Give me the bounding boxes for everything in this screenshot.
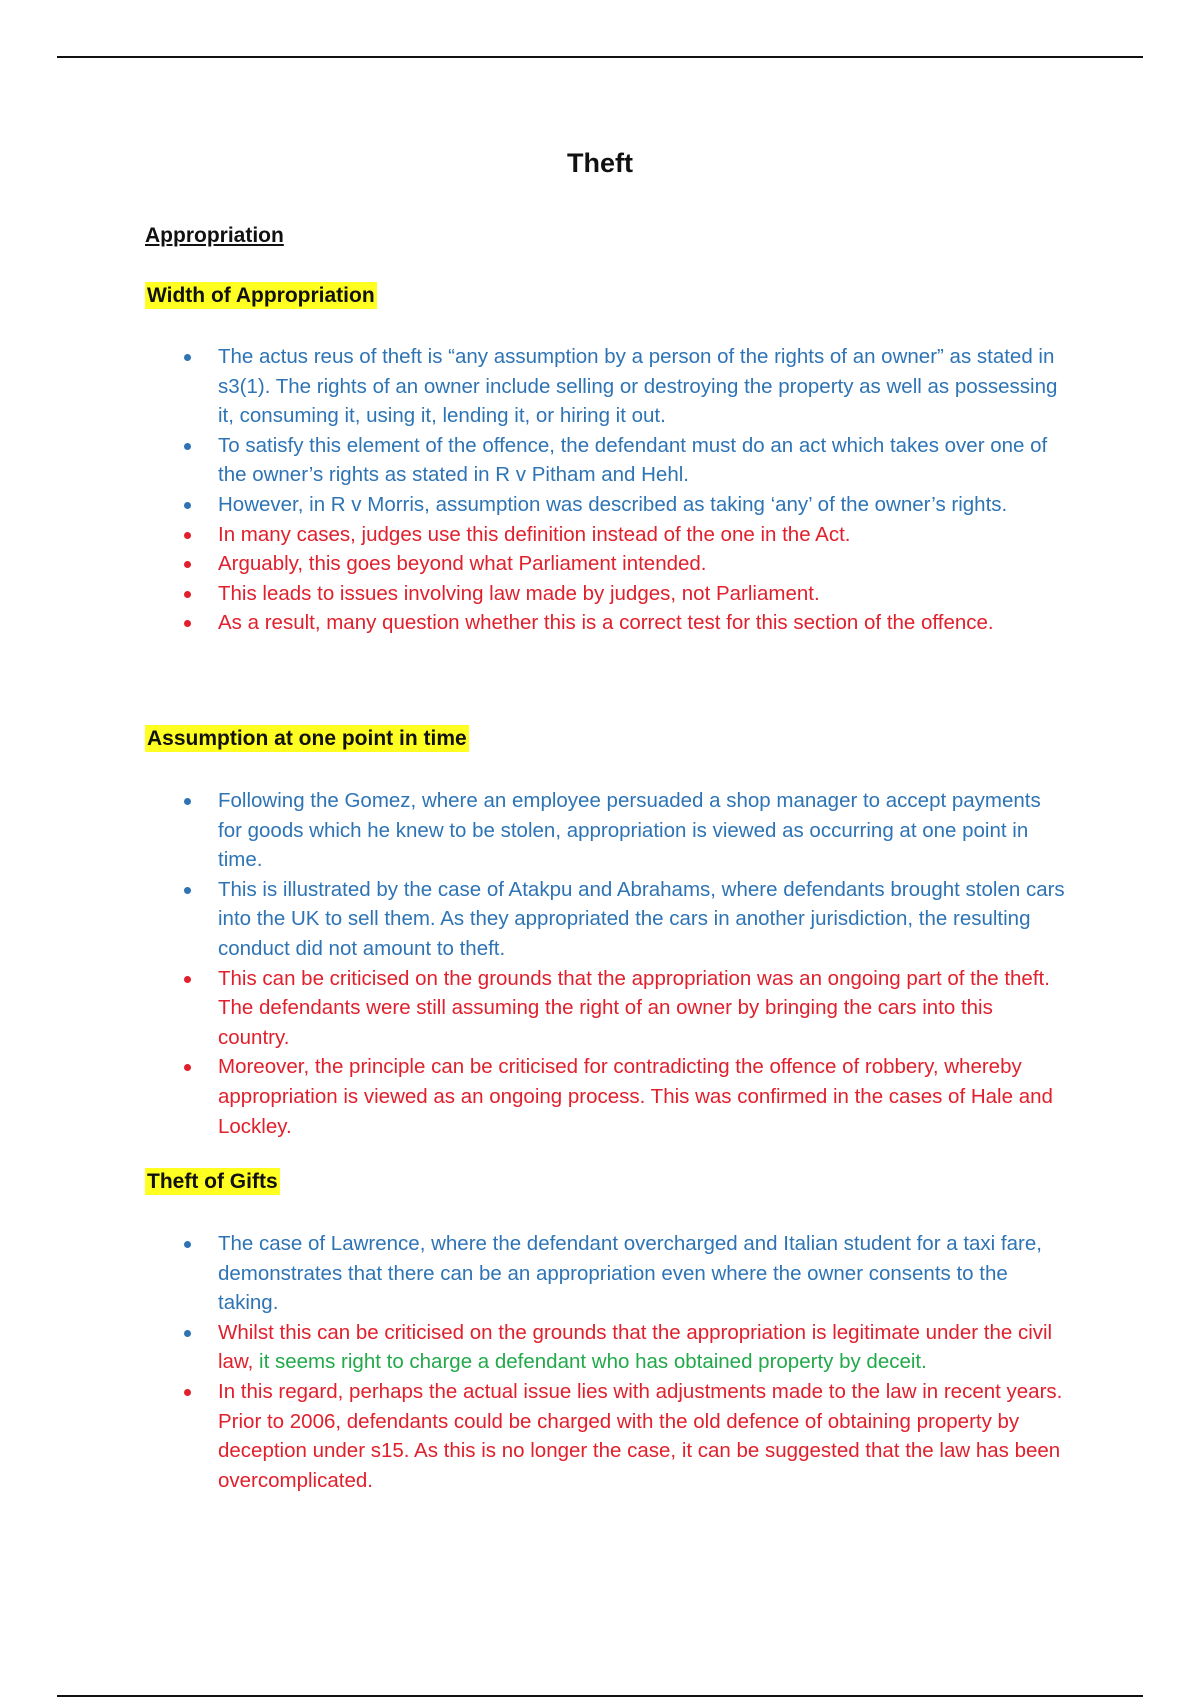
list-item: This can be criticised on the grounds that the appropriation was an ongoing part of the theft. The defendants were still assuming the right of an owner by bringing the cars into this country. (218, 964, 1068, 1053)
subsection-heading-highlight: Theft of Gifts (147, 1170, 278, 1193)
subsection-heading (145, 1170, 280, 1194)
subsection-heading-highlight: Width of Appropriation (147, 284, 375, 307)
bullet-list (218, 342, 1068, 638)
list-item-text-green: it seems right to charge a defendant who has obtained property by deceit. (253, 1350, 927, 1374)
list-item: To satisfy this element of the offence, the defendant must do an act which takes over one of the owner’s rights as stated in R v Pitham and Hehl. (218, 431, 1068, 490)
list-item: In this regard, perhaps the actual issue lies with adjustments made to the law in recent years. Prior to 2006, defendants could be charged with the old defence of obtaining property by deception under s15. As this is no longer the case, it can be suggested that the law has been overcomplicated. (218, 1377, 1068, 1495)
footer-rule (57, 1695, 1143, 1697)
list-item: Arguably, this goes beyond what Parliament intended. (218, 549, 1068, 579)
section-heading: Appropriation (145, 224, 284, 247)
list-item: This is illustrated by the case of Atakpu and Abrahams, where defendants brought stolen cars into the UK to sell them. As they appropriated the cars in another jurisdiction, the resulting conduct did not amount to theft. (218, 875, 1068, 964)
list-item: This leads to issues involving law made by judges, not Parliament. (218, 579, 1068, 609)
list-item: However, in R v Morris, assumption was described as taking ‘any’ of the owner’s rights. (218, 490, 1068, 520)
list-item-text-red: Whilst this can be criticised on the grounds that the appropriation is legitimate under the civil law, (218, 1320, 1053, 1374)
page-title: Theft (567, 148, 633, 178)
list-item (218, 1318, 1068, 1377)
subsection-heading (145, 727, 469, 751)
subsection-heading-highlight: Assumption at one point in time (147, 727, 467, 750)
list-item: Following the Gomez, where an employee persuaded a shop manager to accept payments for goods which he knew to be stolen, appropriation is viewed as occurring at one point in time. (218, 786, 1068, 875)
list-item: As a result, many question whether this is a correct test for this section of the offence. (218, 608, 1068, 638)
list-item: Moreover, the principle can be criticised for contradicting the offence of robbery, whereby appropriation is viewed as an ongoing process. This was confirmed in the cases of Hale and Lockley. (218, 1052, 1068, 1141)
header-rule (57, 56, 1143, 58)
list-item: The actus reus of theft is “any assumption by a person of the rights of an owner” as stated in s3(1). The rights of an owner include selling or destroying the property as well as possessing it, consuming it, using it, lending it, or hiring it out. (218, 342, 1068, 431)
bullet-list (218, 786, 1068, 1141)
list-item: In many cases, judges use this definition instead of the one in the Act. (218, 520, 1068, 550)
bullet-list (218, 1229, 1068, 1495)
list-item: The case of Lawrence, where the defendant overcharged and Italian student for a taxi fare, demonstrates that there can be an appropriation even where the owner consents to the taking. (218, 1229, 1068, 1318)
subsection-heading (145, 284, 377, 308)
